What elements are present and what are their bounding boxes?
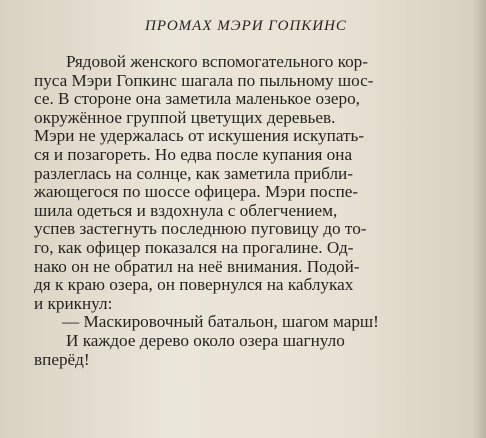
story-title: ПРОМАХ МЭРИ ГОПКИНС <box>145 18 347 34</box>
text-line: и крикнул: <box>34 294 113 313</box>
text-line: нако он не обратил на неё внимания. Подой- <box>34 257 360 276</box>
text-line: ся и позагореть. Но едва после купания она <box>34 145 353 164</box>
text-line: Рядовой женского вспомогательного кор- <box>66 53 368 71</box>
text-line: пуса Мэри Гопкинс шагала по пыльному шос- <box>34 71 374 90</box>
text-line: окружённое группой цветущих деревьев. <box>34 108 336 127</box>
text-line: се. В стороне она заметила маленькое озеро, <box>34 90 360 109</box>
text-line: го, как офицер показался на прогалине. Од- <box>34 238 354 257</box>
text-line: дя к краю озера, он повернулся на каблуках <box>34 276 354 295</box>
text-line: жающегося по шоссе офицера. Мэри поспе- <box>34 183 359 202</box>
text-line: успев застегнуть последнюю пуговицу до то- <box>34 220 367 239</box>
text-line: вперёд! <box>34 350 90 369</box>
text-line: разлеглась на солнце, как заметила прибли- <box>34 164 353 183</box>
text-line: И каждое дерево около озера шагнуло <box>66 331 345 350</box>
text-line: шила одеться и вздохнула с облегчением, <box>34 201 338 220</box>
dialogue-line: — Маскировочный батальон, шагом марш! <box>62 313 379 332</box>
page-shadow <box>472 0 486 438</box>
text-line: Мэри не удержалась от искушения искупать- <box>34 127 365 146</box>
story-body <box>34 53 478 369</box>
